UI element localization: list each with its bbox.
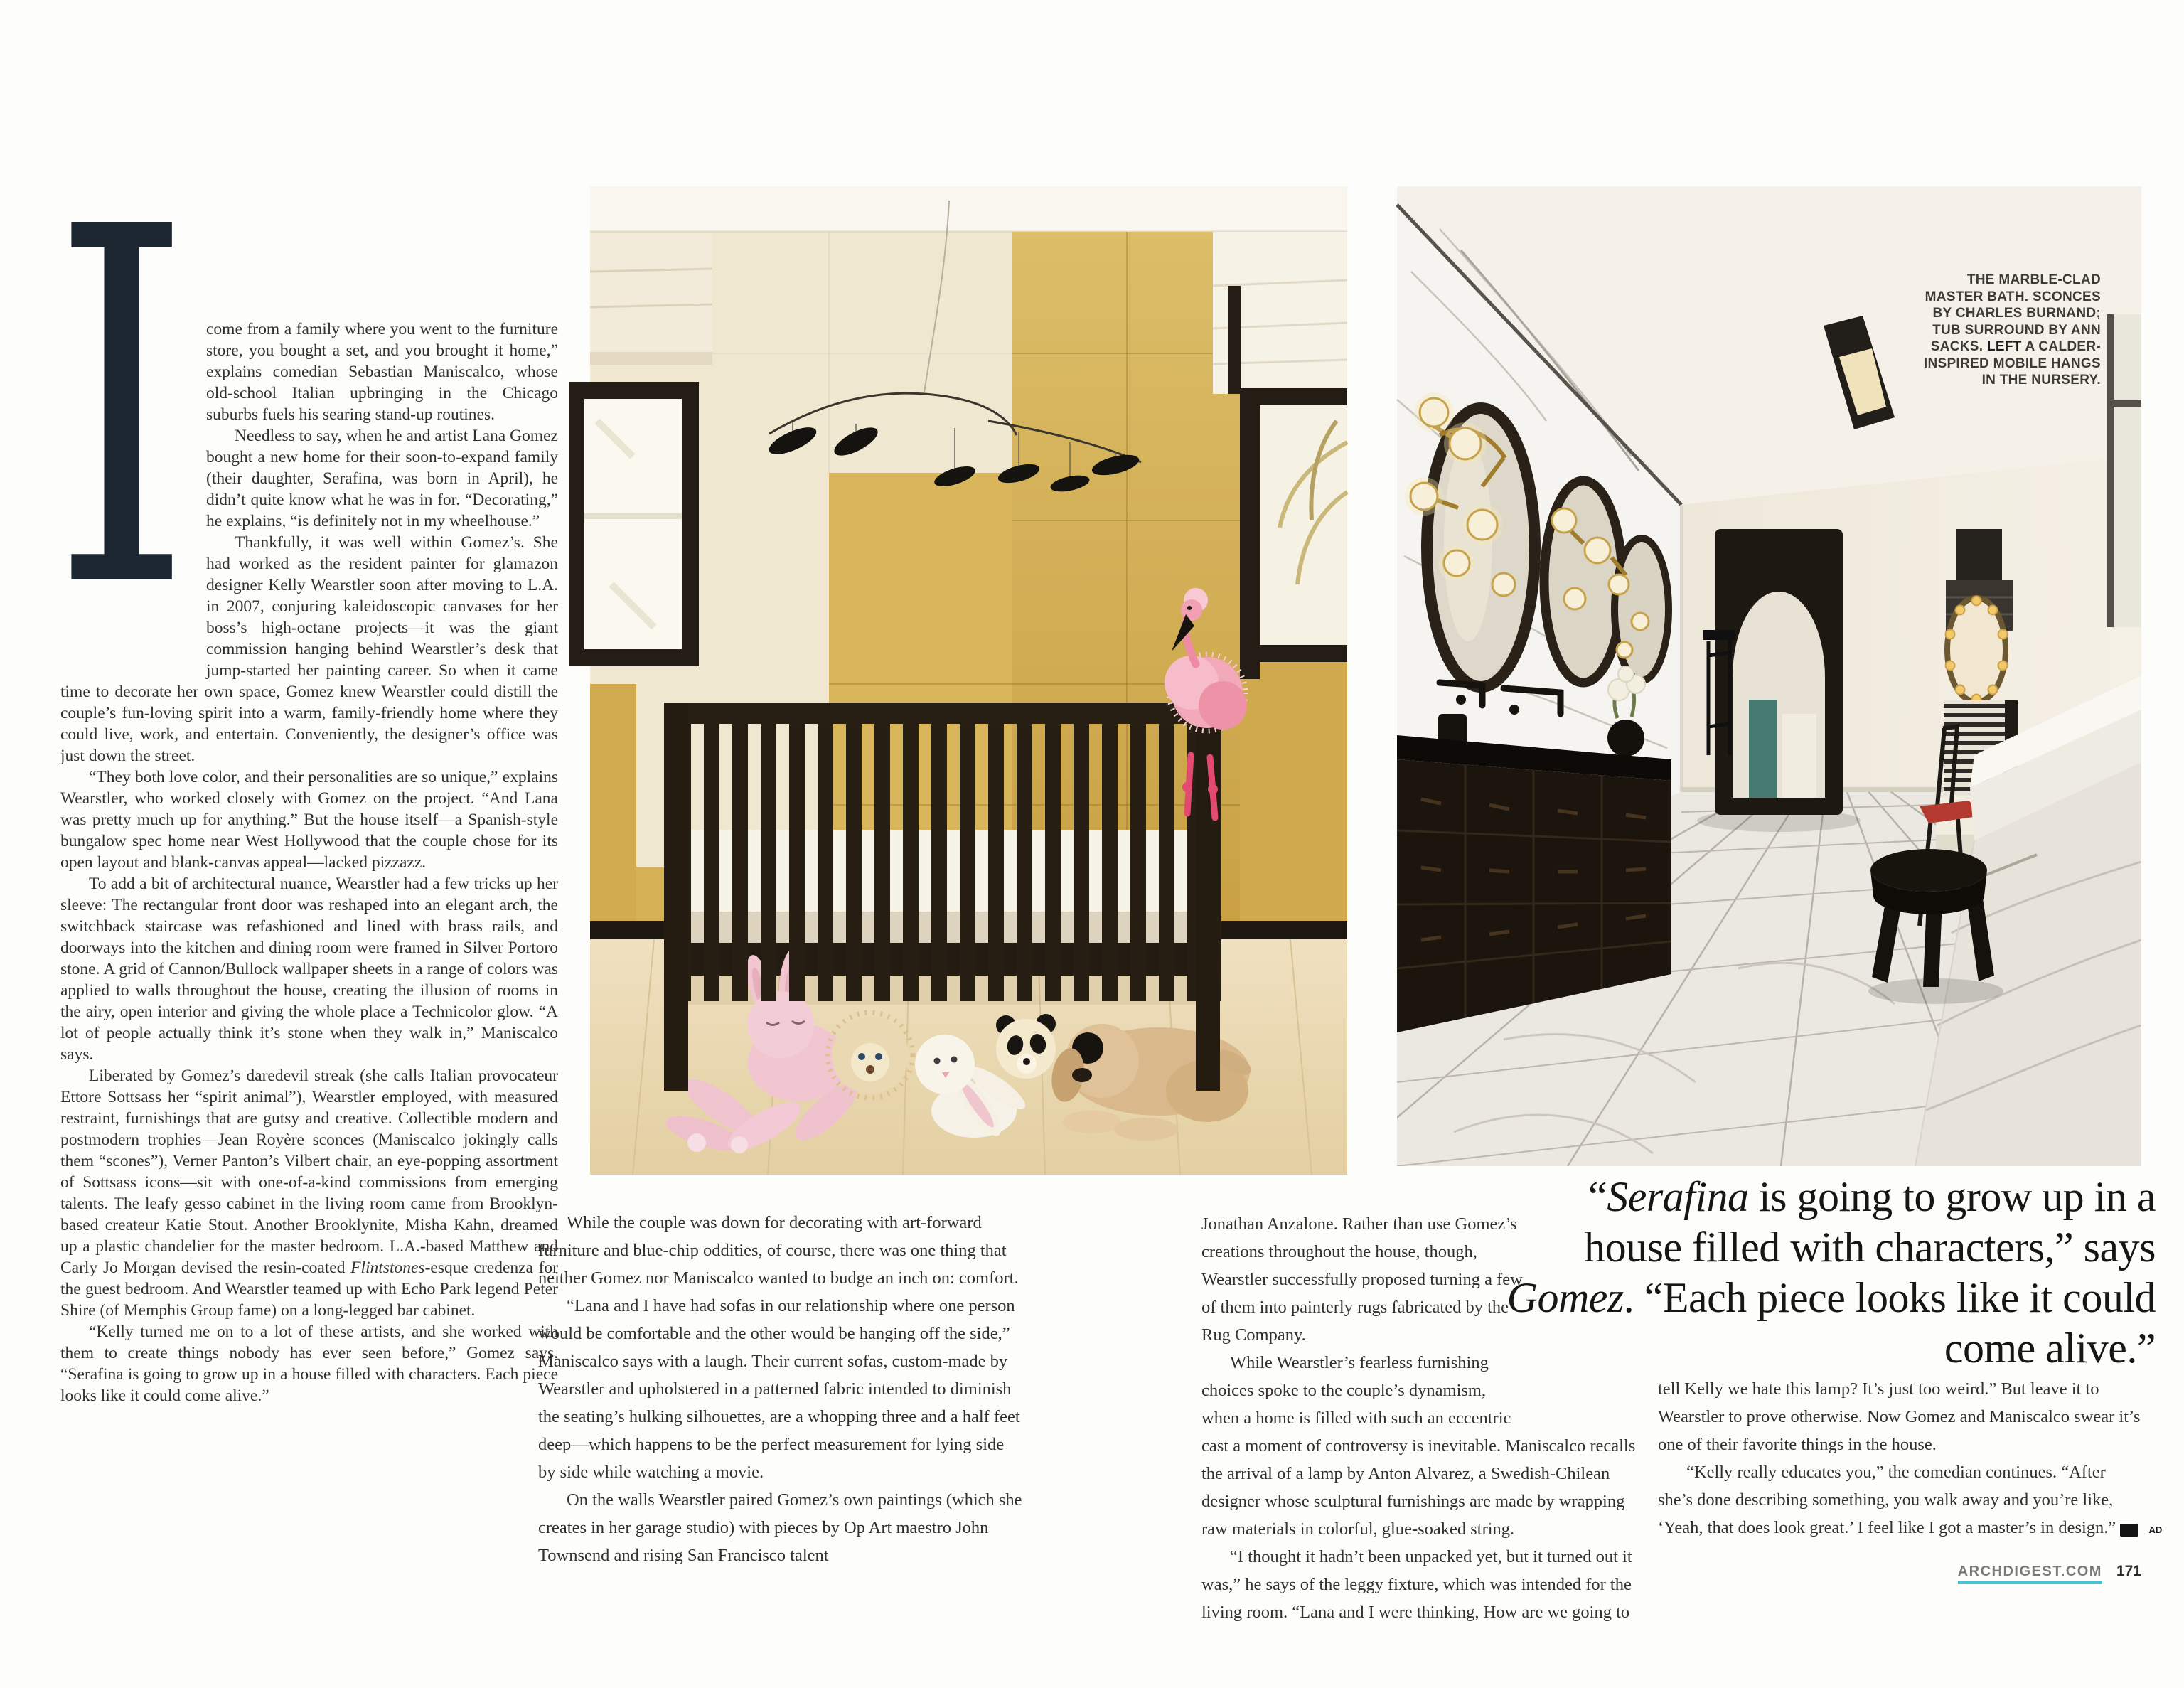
caption-text-tail: A CALDER-INSPIRED MOBILE HANGS IN THE NURSERY.	[1923, 339, 2101, 388]
body-paragraph: While the couple was down for decorating with art-forward furniture and blue-chip oddities, of course, there was one thing that neither Gomez nor Maniscalco wanted to budge an inch on: comfort.	[538, 1213, 1019, 1288]
quote-mark: “	[1588, 1173, 1607, 1220]
article-column-4	[1658, 1375, 2163, 1542]
drop-cap: I	[52, 124, 192, 695]
body-paragraph: Needless to say, when he and artist Lana Gomez bought a new home for their soon-to-expand family (their daughter, Serafina, was born in April), he didn’t quite know what he was in for. “Decorating,” he explains, “is definitely not in my wheelhouse.”	[206, 427, 558, 530]
body-paragraph: To add a bit of architectural nuance, Wearstler had a few tricks up her sleeve: The rectangular front door was reshaped into an elegant arch, the switchback staircase was refashioned and lined with brass rails, and doorways into the kitchen and dining room were framed in Silver Portoro stone. A grid of Cannon/Bullock wallpaper sheets in a range of colors was applied to walls throughout the house, creating the illusion of rooms in the airy, open interior and giving the whole place a Technicolor glow. “A lot of people actually think it’s stone when they walk in,” Maniscalco says.	[60, 875, 558, 1064]
quote-name-serafina: Serafina	[1607, 1173, 1749, 1220]
body-paragraph: “They both love color, and their personalities are so unique,” explains Wearstler, who worked closely with Gomez on the project. “And Lana was pretty much up for anything.” But the house itself—a Spanish-style bungalow spec home near West Hollywood that the couple chose for its open layout and blank-canvas appeal—lacked pizzazz.	[60, 768, 558, 872]
right-window	[2107, 314, 2141, 627]
paragraph-segment: -esque credenza for the guest bedroom. And Wearstler teamed up with Echo Park legend Peter Shire (of Memphis Group fame) on a long-legged bar cabinet.	[60, 1259, 559, 1320]
italic-title: Flintstones	[350, 1259, 425, 1277]
body-paragraph	[60, 1065, 558, 1321]
quote-name-gomez: Gomez	[1506, 1274, 1624, 1321]
lighted-vanity-mirror	[1946, 597, 2008, 704]
body-paragraph	[1658, 1458, 2163, 1542]
caption-text: THE MARBLE-CLAD MASTER BATH. SCONCES BY CHARLES BURNAND; TUB SURROUND BY ANN SACKS.	[1925, 272, 2101, 354]
article-column-2	[538, 1209, 1023, 1569]
body-paragraph: Jonathan Anzalone. Rather than use Gomez’s creations throughout the house, though, Wearstler successfully proposed turning a few of them into painterly rugs fabricated by the Rug Company.	[1201, 1214, 1523, 1345]
page-number: 171	[2116, 1563, 2141, 1579]
page-footer	[1958, 1563, 2141, 1584]
body-paragraph: tell Kelly we hate this lamp? It’s just too weird.” But leave it to Wearstler to prove otherwise. Now Gomez and Maniscalco swear it’s one of their favorite things in the house.	[1658, 1379, 2141, 1454]
nursery-photo	[590, 186, 1347, 1175]
photo-caption	[1922, 272, 2101, 389]
bathroom-photo	[1397, 186, 2141, 1166]
panda-plush	[996, 1014, 1056, 1079]
body-paragraph: While Wearstler’s fearless furnishing choices spoke to the couple’s dynamism, when a home is filled with such an eccentric cast a moment of controversy is inevitable. Maniscalco recalls the arrival of a lamp by Anton Alvarez, a Swedish-Chilean designer whose sculptural furnishings are made by wrapping raw materials in colorful, glue-soaked string.	[1201, 1353, 1636, 1539]
paragraph-segment: Liberated by Gomez’s daredevil streak (she calls Italian provocateur Ettore Sottsass her “spirit animal”), Wearstler employed, with measured restraint, furnishings that are gutsy and creative. Collectible modern and postmodern trophies—Jean Royère sconces (Maniscalco jokingly calls them “scones”), Verner Panton’s Vilbert chair, an eye-popping assortment of Sottsass icons—sit with one-of-a-kind commissions from emerging talents. The leafy gesso cabinet in the living room came from Brooklyn-based createur Katie Stout. Another Brooklynite, Misha Kahn, dreamed up a plastic chandelier for the master bedroom. L.A.-based Matthew and Carly Jo Morgan devised the resin-coated	[60, 1067, 558, 1277]
paragraph-segment: “Kelly really educates you,” the comedian continues. “After she’s done describing something, you walk away and you’re like, ‘Yeah, that does look great.’ I feel like I got a master’s in design.”	[1658, 1463, 2121, 1537]
body-paragraph: “I thought it hadn’t been unpacked yet, but it turned out it was,” he says of the leggy fixture, which was intended for the living room. “Lana and I were thinking, How are we going to	[1201, 1547, 1632, 1622]
quote-text-tail: . “Each piece looks like it could come alive.”	[1623, 1274, 2156, 1372]
window-left	[569, 233, 712, 666]
floor-mirror	[1697, 529, 1861, 832]
quote-text: is going to grow up in a house filled with characters,” says	[1584, 1173, 2156, 1271]
body-paragraph: “Lana and I have had sofas in our relationship where one person would be comfortable and the other would be hanging off the side,” Maniscalco says with a laugh. Their current sofas, custom-made by Wearstler and upholstered in a patterned fabric intended to diminish the seating’s hulking silhouettes, are a whopping three and a half feet deep—which happens to be the perfect measurement for lying side by side while watching a movie.	[538, 1296, 1020, 1482]
article-column-1	[52, 124, 559, 1406]
body-paragraph: come from a family where you went to the furniture store, you bought a set, and you brought it home,” explains comedian Sebastian Maniscalco, whose old-school Italian upbringing in the Chicago suburbs fuels his searing stand-up routines.	[206, 320, 558, 424]
body-paragraph: On the walls Wearstler paired Gomez’s own paintings (which she creates in her garage studio) with pieces by Op Art maestro John Townsend and rising San Francisco talent	[538, 1490, 1022, 1565]
caption-left-label: LEFT	[1986, 339, 2022, 354]
ad-end-mark: AD	[2120, 1524, 2138, 1537]
drop-cap-container	[52, 124, 206, 695]
site-link[interactable]: ARCHDIGEST.COM	[1958, 1564, 2102, 1584]
body-paragraph: “Kelly turned me on to a lot of these artists, and she worked with them to create things nobody has ever seen before,” Gomez says. “Serafina is going to grow up in a house filled with characters. Each piece looks like it could come alive.”	[60, 1323, 558, 1405]
body-paragraph: Thankfully, it was well within Gomez’s. She had worked as the resident painter for glamazon designer Kelly Wearstler soon after moving to L.A. in 2007, conjuring kaleidoscopic canvases for her boss’s high-octane projects—it was the giant commission hanging behind Wearstler’s desk that jump-started her painting career. So when it came time to decorate her own space, Gomez knew Wearstler could distill the couple’s fun-loving spirit into a warm, family-friendly home where they could live, work, and entertain. Conveniently, the designer’s office was just down the street.	[60, 533, 558, 765]
pull-quote	[1493, 1172, 2156, 1374]
nursery-photo-illustration	[590, 186, 1347, 1175]
